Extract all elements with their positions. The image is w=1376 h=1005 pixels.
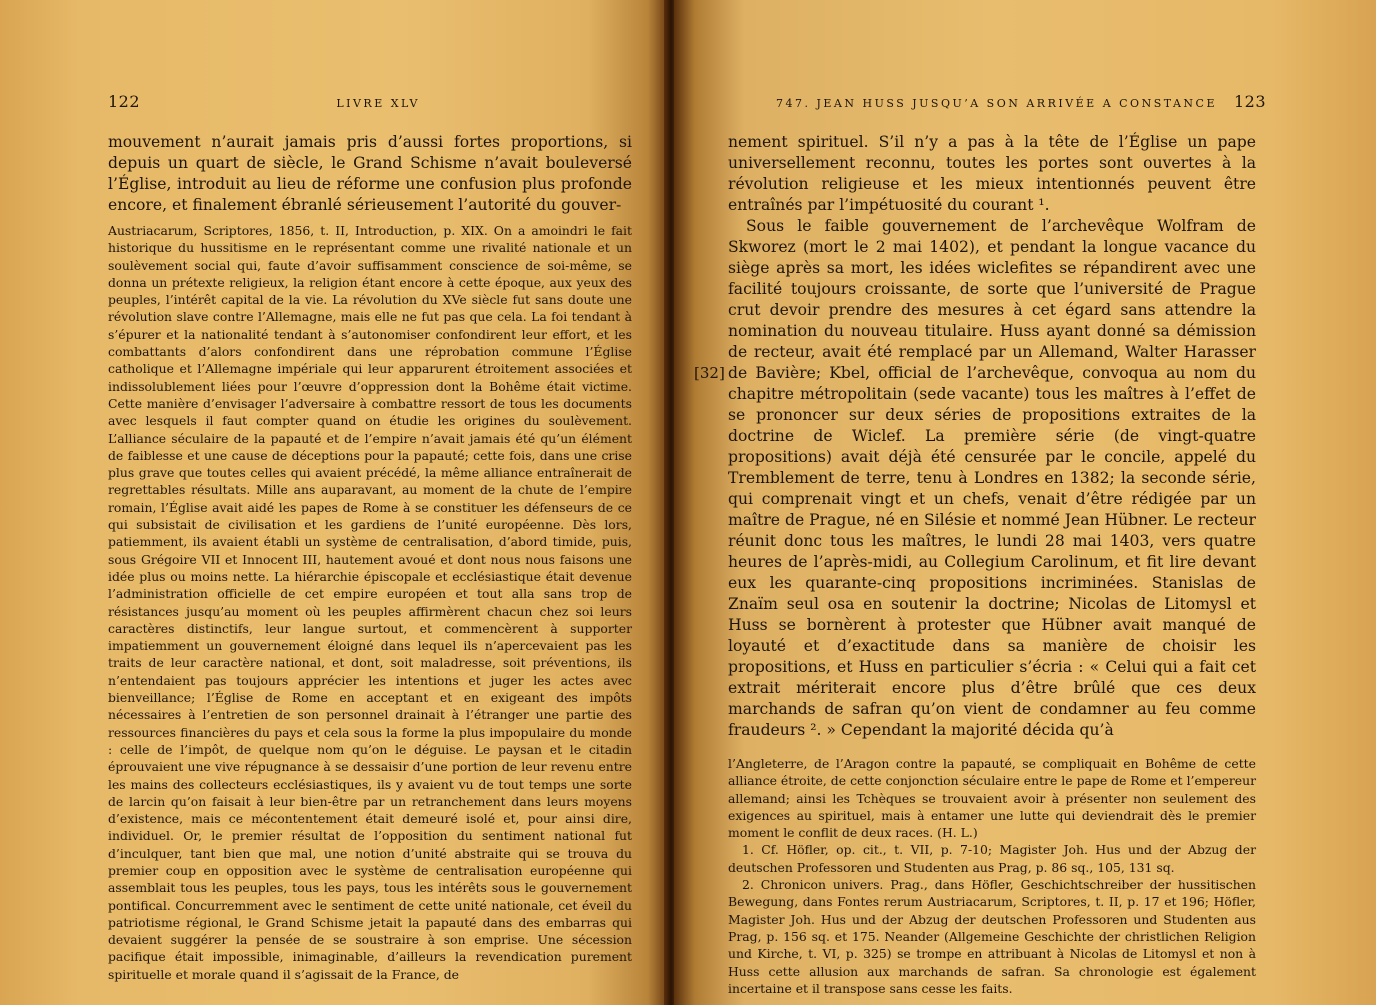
right-note-continuation: l’Angleterre, de l’Aragon contre la papauté, se compliquait en Bohême de cette alliance étroite, de cette conjonction séculaire entre le pape de Rome et l’empereur allemand; ainsi les Tchèques se trouvaient avoir à présenter non seulement des exigences au spirituel, mais à entamer une lutte qui deviendrait dès le premier moment le conflit de deux races. (H. L.) xyxy=(728,756,1256,841)
right-notes xyxy=(728,755,1256,997)
right-page-number: 123 xyxy=(1233,92,1266,111)
footnote-1: 1. Cf. Höfler, op. cit., t. VII, p. 7-10; Magister Joh. Hus und der Abzug der deutschen Professoren und Studenten aus Prag, p. 86 sq., 105, 131 sq. xyxy=(728,842,1256,875)
footnote-2: 2. Chronicon univers. Prag., dans Höfler, Geschichtschreiber der hussitischen Bewegung, dans Fontes rerum Austriacarum, Scriptores, t. II, p. 17 et 196; Höfler, Magister Joh. Hus und der Abzug der deutschen Professoren und Studenten aus Prag, p. 156 sq. et 175. Neander (Allgemeine Geschichte der christlichen Religion und Kirche, t. VI, p. 325) se trompe en attribuant à Nicolas de Litomysl et non à Huss cette allusion aux marchands de safran. Sa chronologie est également incertaine et il transpose sans cesse les faits. xyxy=(728,877,1256,996)
margin-number: [32] xyxy=(694,364,725,382)
left-main-text: mouvement n’aurait jamais pris d’aussi fortes proportions, si depuis un quart de siècle, le Grand Schisme n’avait bouleversé l’Église, introduit au lieu de réforme une confusion plus profonde encore, et finalement ébranlé sérieusement l’autorité du gouver- xyxy=(108,133,632,214)
right-paragraph-1: nement spirituel. S’il n’y a pas à la tête de l’Église un pape universellement reconnu, toutes les portes sont ouvertes à la révolution religieuse et les mieux intentionnés peuvent être entraînés par l’impétuosité du courant ¹. xyxy=(728,133,1256,214)
left-running-head xyxy=(108,92,632,132)
right-running-title: 747. JEAN HUSS JUSQU’A SON ARRIVÉE A CONSTANCE xyxy=(776,97,1217,110)
right-main-text xyxy=(728,132,1256,741)
right-paragraph-2: Sous le faible gouvernement de l’archevêque Wolfram de Skworez (mort le 2 mai 1402), et pendant la longue vacance du siège après sa mort, les idées wiclefites se répandirent avec une facilité toujours croissante, de sorte que l’université de Prague crut devoir prendre des mesures à cet égard sans attendre la nomination du nouveau titulaire. Huss ayant donné sa démission de recteur, avait été remplacé par un Allemand, Walter Harasser de Bavière; Kbel, official de l’archevêque, convoqua au nom du chapitre métropolitain (sede vacante) tous les maîtres à l’effet de se prononcer sur deux séries de propositions extraites de la doctrine de Wiclef. La première série (de vingt-quatre propositions) avait déjà été censurée par le concile, appelé du Tremblement de terre, tenu à Londres en 1382; la seconde série, qui comprenait vingt et un chefs, venait d’être rédigée par un maître de Prague, né en Silésie et nommé Jean Hübner. Le recteur réunit donc tous les maîtres, le lundi 28 mai 1403, vers quatre heures de l’après-midi, au Collegium Carolinum, et fit lire devant eux les quarante-cinq propositions incriminées. Stanislas de Znaïm seul osa en soutenir la doctrine; Nicolas de Litomysl et Huss se bornèrent à protester que Hübner avait manqué de loyauté et d’exactitude dans sa manière de choisir les propositions, et Huss en particulier s’écria : « Celui qui a fait cet extrait mériterait encore plus d’être brûlé que ces deux marchands de safran qu’on vient de condamner au feu comme fraudeurs ². » Cependant la majorité décida qu’à xyxy=(728,217,1256,739)
left-page xyxy=(0,0,668,1005)
right-page xyxy=(674,0,1376,1005)
left-running-title: LIVRE XLV xyxy=(336,97,420,110)
left-footnote-text: Austriacarum, Scriptores, 1856, t. II, Introduction, p. XIX. On a amoindri le fait historique du hussitisme en le représentant comme une rivalité nationale et un soulèvement social qui, faute d’avoir suffisamment conscience de soi-même, se donna un prétexte religieux, la religion étant encore à cette époque, aux yeux des peuples, l’intérêt capital de la vie. La révolution du XVe siècle fut sans doute une révolution slave contre l’Allemagne, mais elle ne fut pas que cela. La foi tendant à s’épurer et la nationalité tendant à s’autonomiser confondirent leur effort, et les combattants d’alors confondirent dans une réprobation commune l’Église catholique et l’Allemagne impériale qui leur apparurent étroitement associées et indissolublement liées pour l’œuvre d’oppression dont la Bohême était victime. Cette manière d’envisager l’adversaire à combattre ressort de tous les documents avec lesquels il faut compter quand on étudie les origines du soulèvement. L’alliance séculaire de la papauté et de l’empire n’avait jamais été qu’un élément de faiblesse et une cause de déceptions pour la papauté; cette fois, dans une crise plus grave que toutes celles qui avaient précédé, la même alliance entraînerait de regrettables résultats. Mille ans auparavant, au moment de la chute de l’empire romain, l’Église avait aidé les papes de Rome à se constituer les défenseurs de ce qui subsistait de civilisation et les gardiens de l’unité européenne. Dès lors, patiemment, ils avaient établi un système de centralisation, d’abord timide, puis, sous Grégoire VII et Innocent III, hautement avoué et dont nous nous faisons une idée plus ou moins nette. La hiérarchie épiscopale et ecclésiastique était devenue l’administration officielle de cet empire européen et tout alla sans trop de résistances jusqu’au moment où les peuples affirmèrent chacun chez soi leurs caractères distinctifs, leur langue surtout, et commencèrent à supporter impatiemment un gouvernement éloigné dans lequel ils n’apercevaient pas les traits de leur caractère national, et dont, soit maladresse, soit préventions, ils n’entendaient pas toujours apprécier les intentions et juger les actes avec bienveillance; l’Église de Rome en acceptant et en exigeant des impôts nécessaires à l’entretien de son personnel drainait à l’étranger une partie des ressources financières du pays et cela sous la forme la plus impopulaire du monde : celle de l’impôt, de quelque nom qu’on le déguise. Le paysan et le citadin éprouvaient une vive répugnance à se dessaisir d’une portion de leur revenu entre les mains des collecteurs ecclésiastiques, ils y avaient vu de tout temps une sorte de larcin qu’on faisait à leur bien-être par un retranchement dans leurs moyens d’existence, mais ce mécontentement était demeuré isolé et, pour ainsi dire, individuel. Or, le premier résultat de l’opposition du sentiment national fut d’inculquer, tant bien que mal, une notion d’unité abstraite qui se trouva du premier coup en opposition avec le système de centralisation européenne qui assemblait tous les peuples, tous les pays, tous les intérêts sous le gouvernement pontifical. Concurremment avec le sentiment de cette unité nationale, cet éveil du patriotisme régional, le Grand Schisme jetait la papauté dans des embarras qui devaient suggérer la pensée de se soustraire à son emprise. Une sécession pacifique était impossible, inimaginable, d’ailleurs la revendication purement spirituelle et morale quand il s’agissait de la France, de xyxy=(108,223,632,982)
right-running-head xyxy=(728,92,1266,132)
left-page-number: 122 xyxy=(108,92,141,111)
